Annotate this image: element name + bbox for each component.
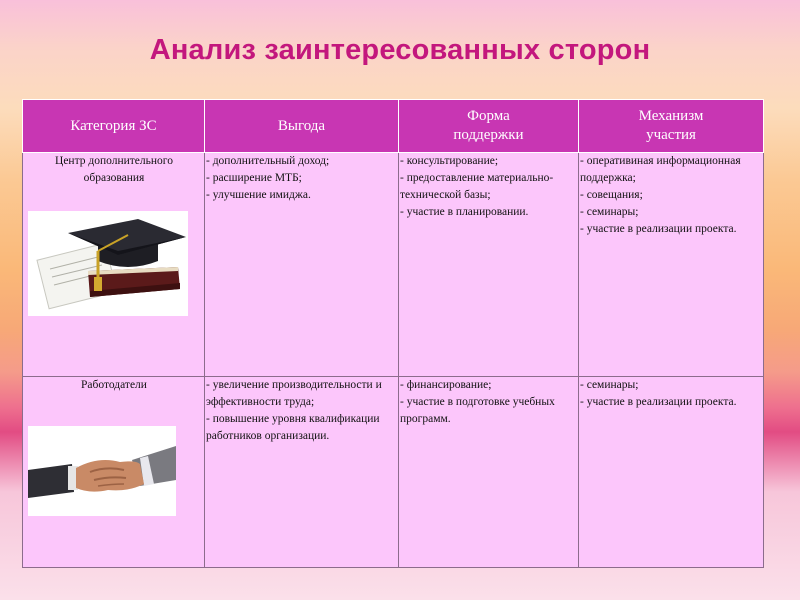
slide-title: Анализ заинтересованных сторон <box>149 34 651 66</box>
list-item: - совещания; <box>580 189 643 201</box>
list-item: - увеличение производительности и эффективности труда; <box>206 379 382 408</box>
list-item: - участие в подготовке учебных программ. <box>400 396 555 425</box>
benefit-cell <box>205 153 399 377</box>
category-cell <box>23 377 205 568</box>
mechanism-cell <box>579 377 764 568</box>
stakeholder-table <box>22 99 764 568</box>
list-item: - оперативиная информационная поддержка; <box>580 155 741 184</box>
mechanism-cell <box>579 153 764 377</box>
list-item: - финансирование; <box>400 379 492 391</box>
support-cell <box>399 377 579 568</box>
header-category: Категория ЗС <box>23 100 205 153</box>
list-item: - улучшение имиджа. <box>206 189 311 201</box>
handshake-icon <box>28 426 176 516</box>
category-label: Работодатели <box>81 379 147 391</box>
list-item: - семинары; <box>580 206 639 218</box>
category-cell <box>23 153 205 377</box>
list-item: - семинары; <box>580 379 639 391</box>
table-row <box>23 377 764 568</box>
list-item: - участие в планировании. <box>400 206 529 218</box>
list-item: - повышение уровня квалификации работников организации. <box>206 413 380 442</box>
graduation-cap-and-diploma-icon <box>28 211 188 316</box>
header-support-form: Форма поддержки <box>399 100 579 153</box>
header-participation-mechanism: Механизм участия <box>579 100 764 153</box>
header-benefit: Выгода <box>205 100 399 153</box>
category-label: Центр дополнительного образования <box>55 155 173 184</box>
list-item: - дополнительный доход; <box>206 155 330 167</box>
list-item: - участие в реализации проекта. <box>580 396 737 408</box>
table-header-row <box>23 100 764 153</box>
benefit-cell <box>205 377 399 568</box>
list-item: - расширение МТБ; <box>206 172 302 184</box>
list-item: - консультирование; <box>400 155 499 167</box>
list-item: - предоставление материально-технической базы; <box>400 172 554 201</box>
table-row <box>23 153 764 377</box>
support-cell <box>399 153 579 377</box>
list-item: - участие в реализации проекта. <box>580 223 737 235</box>
